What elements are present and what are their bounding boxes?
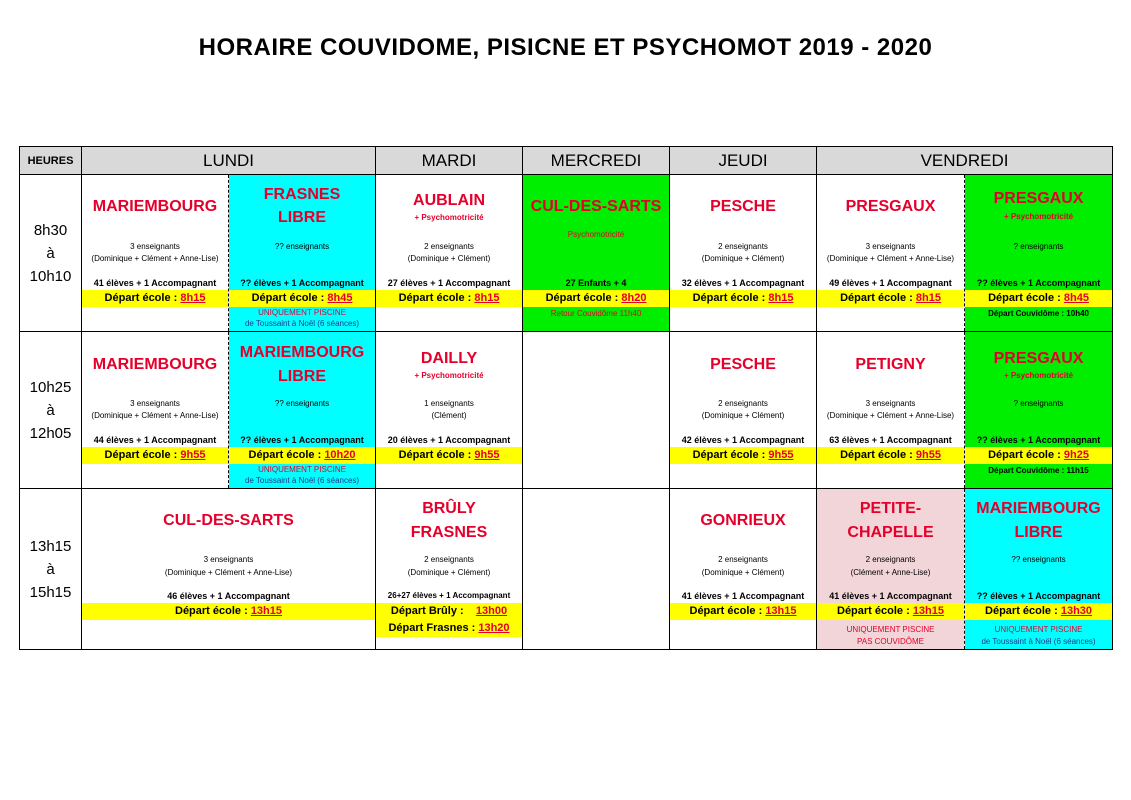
students-count: 26+27 élèves + 1 Accompagnant <box>387 591 511 600</box>
students-count: 27 Enfants + 4 <box>565 278 627 288</box>
teachers-names: (Dominique + Clément) <box>701 254 785 263</box>
teachers-count: ?? enseignants <box>274 242 330 251</box>
teachers-count: 2 enseignants <box>718 399 768 408</box>
row-slot-3 <box>20 489 1113 650</box>
cell-mercredi-2 <box>523 332 670 489</box>
teachers-count: 3 enseignants <box>203 555 254 564</box>
note-line-2: de Toussaint à Noël (6 séances) <box>981 637 1096 646</box>
time-end: 12h05 <box>29 424 72 442</box>
cell-vendredi-2a <box>817 332 965 489</box>
note-line-1: Départ Couvidôme : 11h15 <box>988 466 1089 475</box>
teachers-names: (Dominique + Clément) <box>407 568 491 577</box>
school-name: PESCHE <box>710 356 776 373</box>
students-count: 32 élèves + 1 Accompagnant <box>681 278 805 288</box>
time-start: 8h30 <box>33 221 68 239</box>
students-count: ?? élèves + 1 Accompagnant <box>240 435 364 445</box>
students-count: ?? élèves + 1 Accompagnant <box>976 591 1101 601</box>
departure-time: Départ école : 9h55 <box>376 447 522 464</box>
students-count: 41 élèves + 1 Accompagnant <box>829 591 952 601</box>
school-name: FRASNES <box>263 186 341 203</box>
students-count: 49 élèves + 1 Accompagnant <box>829 278 952 288</box>
schedule-table <box>19 146 1113 650</box>
school-name-2: CHAPELLE <box>847 524 934 541</box>
departure-time: Départ école : 9h55 <box>817 447 964 464</box>
cell-lundi-2a <box>82 332 229 489</box>
psychomot-label: + Psychomotricité <box>414 213 484 222</box>
teachers-names: (Dominique + Clément + Anne-Lise) <box>826 411 955 420</box>
cell-lundi-3 <box>82 489 376 650</box>
school-name: PRESGAUX <box>845 198 936 215</box>
students-count: ?? élèves + 1 Accompagnant <box>240 278 364 288</box>
students-count: ?? élèves + 1 Accompagnant <box>976 278 1101 288</box>
school-name-2: LIBRE <box>278 368 326 385</box>
departure-time: Départ école : 9h25 <box>965 447 1112 464</box>
note-line-1: UNIQUEMENT PISCINE <box>846 625 935 634</box>
teachers-names: (Dominique + Clément + Anne-Lise) <box>91 254 219 263</box>
note-line-2: PAS COUVIDÔME <box>857 637 924 646</box>
school-name: DAILLY <box>420 350 478 367</box>
departure-time: Départ école : 8h15 <box>376 290 522 307</box>
school-name-2: LIBRE <box>1014 524 1063 541</box>
cell-lundi-1b <box>229 175 376 332</box>
teachers-count: 2 enseignants <box>865 555 916 564</box>
teachers-count: 3 enseignants <box>130 242 180 251</box>
note-line-1: Retour Couvidôme 11h40 <box>550 309 642 318</box>
school-name: AUBLAIN <box>413 192 486 209</box>
teachers-names: (Dominique + Clément + Anne-Lise) <box>91 411 219 420</box>
header-jeudi: JEUDI <box>670 147 817 175</box>
teachers-count: 3 enseignants <box>865 242 916 251</box>
school-name: MARIEMBOURG <box>92 356 218 373</box>
school-name-2: LIBRE <box>278 209 326 226</box>
cell-lundi-2b <box>229 332 376 489</box>
teachers-count: 2 enseignants <box>718 242 768 251</box>
time-start: 10h25 <box>29 378 72 396</box>
cell-mercredi-1 <box>523 175 670 332</box>
teachers-count: 3 enseignants <box>130 399 180 408</box>
school-name: PRESGAUX <box>993 190 1084 207</box>
cell-jeudi-1 <box>670 175 817 332</box>
time-slot-2 <box>20 332 82 489</box>
departure-time: Départ école : 8h15 <box>817 290 964 307</box>
departure-time: Départ école : 9h55 <box>670 447 816 464</box>
cell-vendredi-2b <box>965 332 1113 489</box>
departure-time: Départ école : 8h45 <box>965 290 1112 307</box>
cell-vendredi-1a <box>817 175 965 332</box>
teachers-count: 3 enseignants <box>865 399 916 408</box>
students-count: 27 élèves + 1 Accompagnant <box>387 278 511 288</box>
students-count: 42 élèves + 1 Accompagnant <box>681 435 805 445</box>
teachers-count: 1 enseignants <box>424 399 474 408</box>
note-line-2: de Toussaint à Noël (6 séances) <box>244 319 360 328</box>
cell-mardi-3 <box>376 489 523 650</box>
departure-time: Départ école : 13h30 <box>965 603 1112 620</box>
psychomot-label: + Psychomotricité <box>414 371 484 380</box>
school-name: MARIEMBOURG <box>239 344 365 361</box>
school-name: CUL-DES-SARTS <box>530 198 662 215</box>
psychomot-label: + Psychomotricité <box>1003 212 1074 221</box>
time-sep: à <box>46 401 55 419</box>
note-line-1: Départ Couvidôme : 10h40 <box>988 309 1089 318</box>
departure-time: Départ école : 13h15 <box>817 603 964 620</box>
cell-mardi-1 <box>376 175 523 332</box>
teachers-count: 2 enseignants <box>424 242 474 251</box>
cell-jeudi-2 <box>670 332 817 489</box>
school-name: MARIEMBOURG <box>976 500 1101 517</box>
departure-brûly: Départ Brûly : 13h00 <box>376 603 522 620</box>
departure-time: Départ école : 9h55 <box>82 447 228 464</box>
school-name: PRESGAUX <box>993 350 1084 367</box>
teachers-names: (Clément) <box>431 411 467 420</box>
teachers-names: (Dominique + Clément + Anne-Lise) <box>826 254 955 263</box>
psychomot-label: + Psychomotricité <box>1003 371 1074 380</box>
students-count: 44 élèves + 1 Accompagnant <box>93 435 217 445</box>
time-end: 10h10 <box>29 267 72 285</box>
header-hours: HEURES <box>20 147 82 175</box>
teachers-count: 2 enseignants <box>424 555 474 564</box>
students-count: ?? élèves + 1 Accompagnant <box>976 435 1101 445</box>
time-start: 13h15 <box>29 537 72 555</box>
time-slot-3 <box>20 489 82 650</box>
departure-time: Départ école : 8h15 <box>670 290 816 307</box>
note-line-2: de Toussaint à Noël (6 séances) <box>244 476 360 485</box>
departure-frasnes: Départ Frasnes : 13h20 <box>376 620 522 637</box>
teachers-count: 2 enseignants <box>718 555 768 564</box>
students-count: 41 élèves + 1 Accompagnant <box>93 278 217 288</box>
school-name: CUL-DES-SARTS <box>163 512 294 529</box>
time-sep: à <box>46 560 55 578</box>
departure-time: Départ école : 8h20 <box>523 290 669 307</box>
teachers-count: ? enseignants <box>1013 242 1064 251</box>
page-title: HORAIRE COUVIDOME, PISICNE ET PSYCHOMOT 2019 - 2020 <box>198 34 933 61</box>
school-name: BRÛLY <box>422 500 476 517</box>
cell-mardi-2 <box>376 332 523 489</box>
school-name: MARIEMBOURG <box>92 198 218 215</box>
students-count: 46 élèves + 1 Accompagnant <box>167 591 290 601</box>
note-line-1: UNIQUEMENT PISCINE <box>258 465 346 474</box>
school-name: PETITE- <box>859 500 922 517</box>
row-slot-2 <box>20 332 1113 489</box>
departure-time: Départ école : 13h15 <box>82 603 375 620</box>
psychomot-label: Psychomotricité <box>567 230 625 239</box>
time-slot-1 <box>20 175 82 332</box>
teachers-names: (Dominique + Clément + Anne-Lise) <box>164 568 293 577</box>
cell-mercredi-3 <box>523 489 670 650</box>
teachers-count: ?? enseignants <box>274 399 330 408</box>
departure-time: Départ école : 8h45 <box>229 290 375 307</box>
teachers-names: (Dominique + Clément) <box>701 568 785 577</box>
header-mercredi: MERCREDI <box>523 147 670 175</box>
students-count: 20 élèves + 1 Accompagnant <box>387 435 511 445</box>
students-count: 41 élèves + 1 Accompagnant <box>681 591 805 601</box>
school-name: PETIGNY <box>855 356 926 373</box>
note-line-1: UNIQUEMENT PISCINE <box>258 308 346 317</box>
cell-vendredi-1b <box>965 175 1113 332</box>
header-mardi: MARDI <box>376 147 523 175</box>
departure-time: Départ école : 8h15 <box>82 290 228 307</box>
cell-vendredi-3a <box>817 489 965 650</box>
departure-time: Départ école : 10h20 <box>229 447 375 464</box>
teachers-names: (Dominique + Clément) <box>407 254 491 263</box>
time-end: 15h15 <box>29 583 72 601</box>
time-sep: à <box>46 244 55 262</box>
school-name-2: FRASNES <box>410 524 488 541</box>
school-name: PESCHE <box>710 198 776 215</box>
header-row <box>20 147 1113 175</box>
school-name: GONRIEUX <box>700 512 786 529</box>
header-vendredi: VENDREDI <box>817 147 1113 175</box>
teachers-names: (Clément + Anne-Lise) <box>850 568 931 577</box>
departure-time: Départ école : 13h15 <box>670 603 816 620</box>
note-line-1: UNIQUEMENT PISCINE <box>994 625 1083 634</box>
teachers-count: ?? enseignants <box>1011 555 1066 564</box>
cell-vendredi-3b <box>965 489 1113 650</box>
header-lundi: LUNDI <box>82 147 376 175</box>
cell-jeudi-3 <box>670 489 817 650</box>
teachers-names: (Dominique + Clément) <box>701 411 785 420</box>
students-count: 63 élèves + 1 Accompagnant <box>829 435 952 445</box>
row-slot-1 <box>20 175 1113 332</box>
teachers-count: ? enseignants <box>1013 399 1064 408</box>
cell-lundi-1a <box>82 175 229 332</box>
